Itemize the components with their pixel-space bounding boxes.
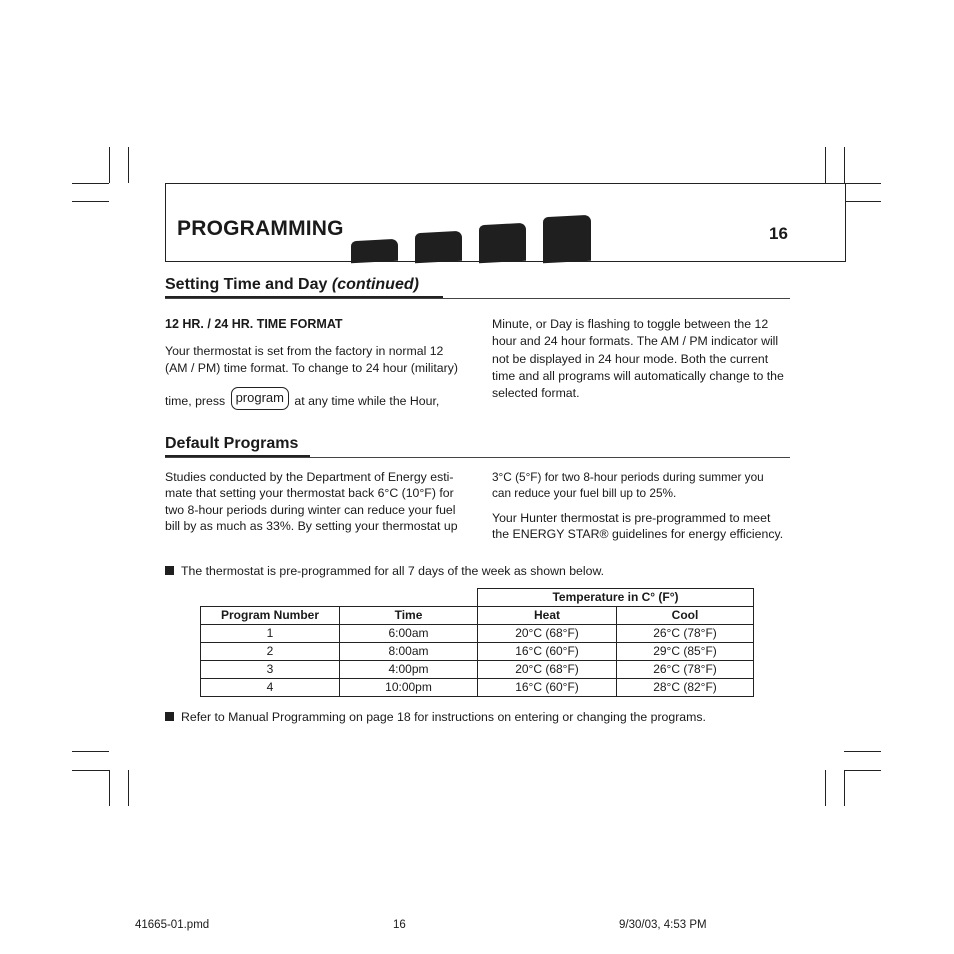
- crop-mark: [128, 770, 129, 806]
- table-cell: 26°C (78°F): [617, 625, 754, 643]
- crop-mark: [846, 201, 881, 202]
- table-cell: 10:00pm: [340, 679, 478, 697]
- footer-timestamp: 9/30/03, 4:53 PM: [619, 919, 707, 931]
- table-row: [201, 643, 754, 661]
- paragraph-line: Studies conducted by the Department of Energy esti-: [165, 470, 454, 484]
- paragraph-line: the ENERGY STAR® guidelines for energy efficiency.: [492, 527, 784, 541]
- column-header: Heat: [478, 607, 617, 625]
- paragraph-line: Minute, or Day is flashing to toggle between the 12: [492, 317, 769, 331]
- paragraph-text: at any time while the Hour,: [294, 394, 440, 408]
- program-key-icon: program: [231, 387, 289, 410]
- paragraph-line: 3°C (5°F) for two 8-hour periods during summer you: [492, 470, 764, 484]
- crop-mark: [844, 147, 845, 183]
- section-rule: [165, 298, 790, 299]
- subheading-time-format: 12 HR. / 24 HR. TIME FORMAT: [165, 317, 343, 331]
- paragraph-line: hour and 24 hour formats. The AM / PM indicator will: [492, 334, 779, 348]
- column-header: Program Number: [201, 607, 340, 625]
- column-header: Time: [340, 607, 478, 625]
- square-bullet-icon: [165, 566, 174, 575]
- paragraph-line: mate that setting your thermostat back 6°C (10°F) for: [165, 486, 454, 500]
- paragraph-line: bill by as much as 33%. By setting your thermostat up: [165, 519, 458, 533]
- crop-mark: [72, 201, 109, 202]
- section-title-setting-time: [165, 276, 419, 294]
- crop-mark: [72, 751, 109, 752]
- header-tab: [543, 215, 591, 264]
- table-group-header-row: [201, 589, 754, 607]
- square-bullet-icon: [165, 712, 174, 721]
- crop-mark: [72, 183, 109, 184]
- crop-mark: [844, 751, 881, 752]
- table-row: [201, 661, 754, 679]
- crop-mark: [109, 770, 110, 806]
- table-cell: 8:00am: [340, 643, 478, 661]
- crop-mark: [844, 770, 881, 771]
- paragraph-line: selected format.: [492, 386, 580, 400]
- section-title-suffix: (continued): [331, 276, 419, 293]
- table-cell: 4:00pm: [340, 661, 478, 679]
- bullet-item: [165, 709, 706, 726]
- table-cell: 16°C (60°F): [478, 643, 617, 661]
- paragraph-line-with-key: [165, 390, 439, 413]
- footer-filename: 41665-01.pmd: [135, 919, 210, 931]
- bullet-item: [165, 563, 604, 580]
- footer-page: 16: [393, 919, 406, 931]
- paragraph-line: two 8-hour periods during winter can reduce your fuel: [165, 503, 456, 517]
- header-tab: [351, 239, 398, 263]
- table-cell: 29°C (85°F): [617, 643, 754, 661]
- table-cell: 3: [201, 661, 340, 679]
- default-programs-table: [200, 588, 754, 697]
- crop-mark: [72, 770, 109, 771]
- paragraph-line: Your Hunter thermostat is pre-programmed to meet: [492, 511, 771, 525]
- table-cell: 20°C (68°F): [478, 625, 617, 643]
- table-empty-cell: [201, 589, 478, 607]
- crop-mark: [844, 770, 845, 806]
- section-title-text: Setting Time and Day: [165, 276, 328, 293]
- table-row: [201, 625, 754, 643]
- page-number: 16: [769, 224, 788, 243]
- bullet-text: The thermostat is pre-programmed for all 7 days of the week as shown below.: [181, 564, 605, 578]
- crop-mark: [846, 183, 881, 184]
- paragraph-line: (AM / PM) time format. To change to 24 hour (military): [165, 361, 458, 375]
- crop-mark: [825, 147, 826, 183]
- paragraph-line: can reduce your fuel bill up to 25%.: [492, 486, 677, 500]
- table-cell: 28°C (82°F): [617, 679, 754, 697]
- section-title-default-programs: Default Programs: [165, 435, 299, 452]
- table-cell: 26°C (78°F): [617, 661, 754, 679]
- page-title: PROGRAMMING: [177, 217, 344, 240]
- header-tab: [479, 223, 526, 263]
- header-tab: [415, 231, 462, 263]
- table-cell: 2: [201, 643, 340, 661]
- table-cell: 6:00am: [340, 625, 478, 643]
- table-header-row: [201, 607, 754, 625]
- table-row: [201, 679, 754, 697]
- column-header: Cool: [617, 607, 754, 625]
- paragraph-text: time, press: [165, 394, 226, 408]
- table-cell: 1: [201, 625, 340, 643]
- paragraph-line: Your thermostat is set from the factory in normal 12: [165, 344, 444, 358]
- paragraph-line: not be displayed in 24 hour mode. Both the current: [492, 352, 769, 366]
- table-cell: 20°C (68°F): [478, 661, 617, 679]
- section-rule: [165, 457, 790, 458]
- table-cell: 4: [201, 679, 340, 697]
- crop-mark: [109, 147, 110, 183]
- paragraph-line: time and all programs will automatically change to the: [492, 369, 784, 383]
- table-group-header: Temperature in C° (F°): [478, 589, 754, 607]
- bullet-text: Refer to Manual Programming on page 18 for instructions on entering or changing the programs.: [181, 710, 706, 724]
- crop-mark: [825, 770, 826, 806]
- crop-mark: [128, 147, 129, 183]
- table-cell: 16°C (60°F): [478, 679, 617, 697]
